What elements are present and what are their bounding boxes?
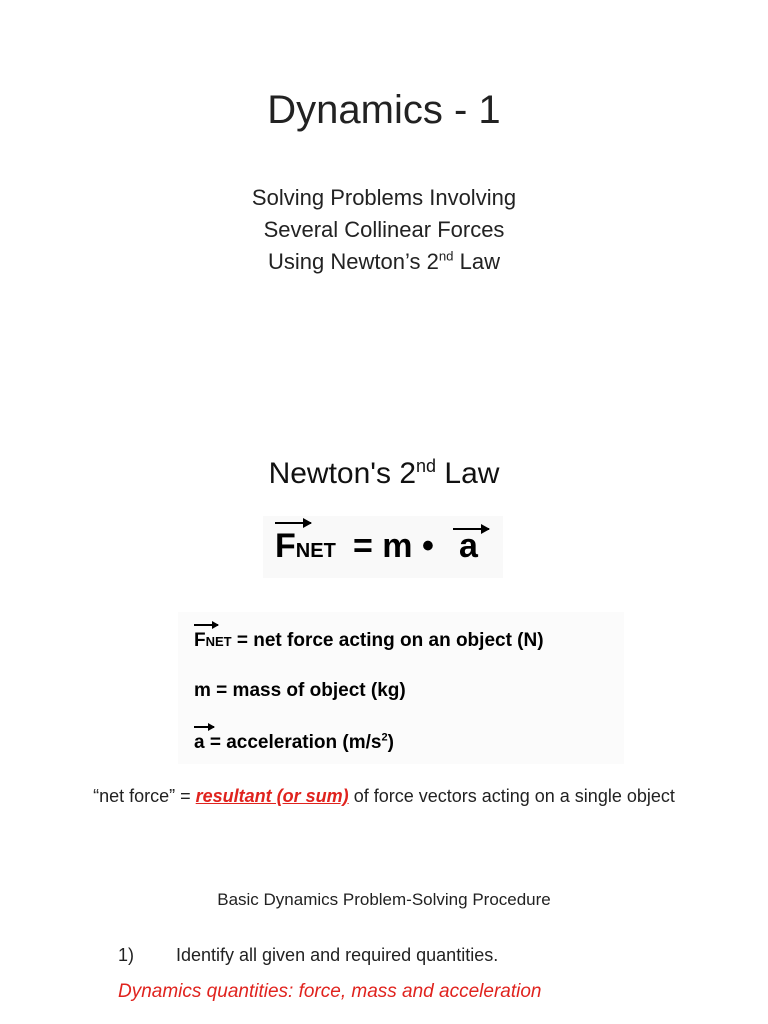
formula-net-subscript: NET (295, 540, 336, 562)
formula-f: F (275, 527, 296, 565)
net-force-prefix: “net force” = (93, 786, 196, 806)
def-accel-symbol: a (194, 732, 205, 753)
fnet-vector-arrow (275, 522, 311, 524)
subtitle-line-3-prefix: Using Newton’s 2 (268, 249, 439, 274)
dynamics-quantities-note: Dynamics quantities: force, mass and acceleration (118, 981, 542, 1002)
definition-mass: m = mass of object (kg) (194, 680, 406, 701)
subtitle-line-3 (0, 246, 768, 278)
formula-a: a (459, 527, 478, 565)
subtitle-line-3-suffix: Law (453, 249, 500, 274)
formula-fnet (275, 527, 336, 566)
net-force-statement (0, 786, 768, 807)
fnet-def-arrow (194, 624, 218, 626)
step-1-text: Identify all given and required quantities. (176, 945, 499, 965)
subtitle-line-1: Solving Problems Involving (251, 185, 517, 210)
def-accel-text: = acceleration (m/s (204, 732, 382, 753)
procedure-title: Basic Dynamics Problem-Solving Procedure (217, 890, 551, 909)
definitions-image (178, 612, 624, 764)
def-fnet-symbol: F (194, 630, 206, 651)
net-force-highlight: resultant (or sum) (195, 786, 349, 806)
page-title: Dynamics - 1 (267, 88, 501, 132)
formula-equals-m-dot: = m • (353, 527, 434, 565)
definition-fnet (194, 630, 544, 652)
formula-image (263, 516, 503, 578)
law-heading-prefix: Newton's 2 (268, 457, 417, 490)
def-fnet-subscript: NET (205, 634, 232, 649)
step-1-number: 1) (118, 945, 135, 965)
law-heading-suffix: Law (436, 457, 500, 490)
law-heading-sup: nd (416, 456, 437, 476)
def-accel-sup: 2 (381, 731, 388, 744)
def-accel-close: ) (387, 732, 394, 753)
subtitle-line-3-sup: nd (438, 248, 454, 264)
subtitle-line-2: Several Collinear Forces (263, 217, 505, 242)
net-force-suffix: of force vectors acting on a single object (348, 786, 675, 806)
procedure-step-1 (118, 945, 498, 966)
definition-acceleration (194, 732, 394, 754)
subtitle (0, 182, 768, 278)
accel-def-arrow (194, 726, 214, 728)
def-fnet-text: = net force acting on an object (N) (231, 630, 544, 651)
law-heading (0, 457, 768, 491)
